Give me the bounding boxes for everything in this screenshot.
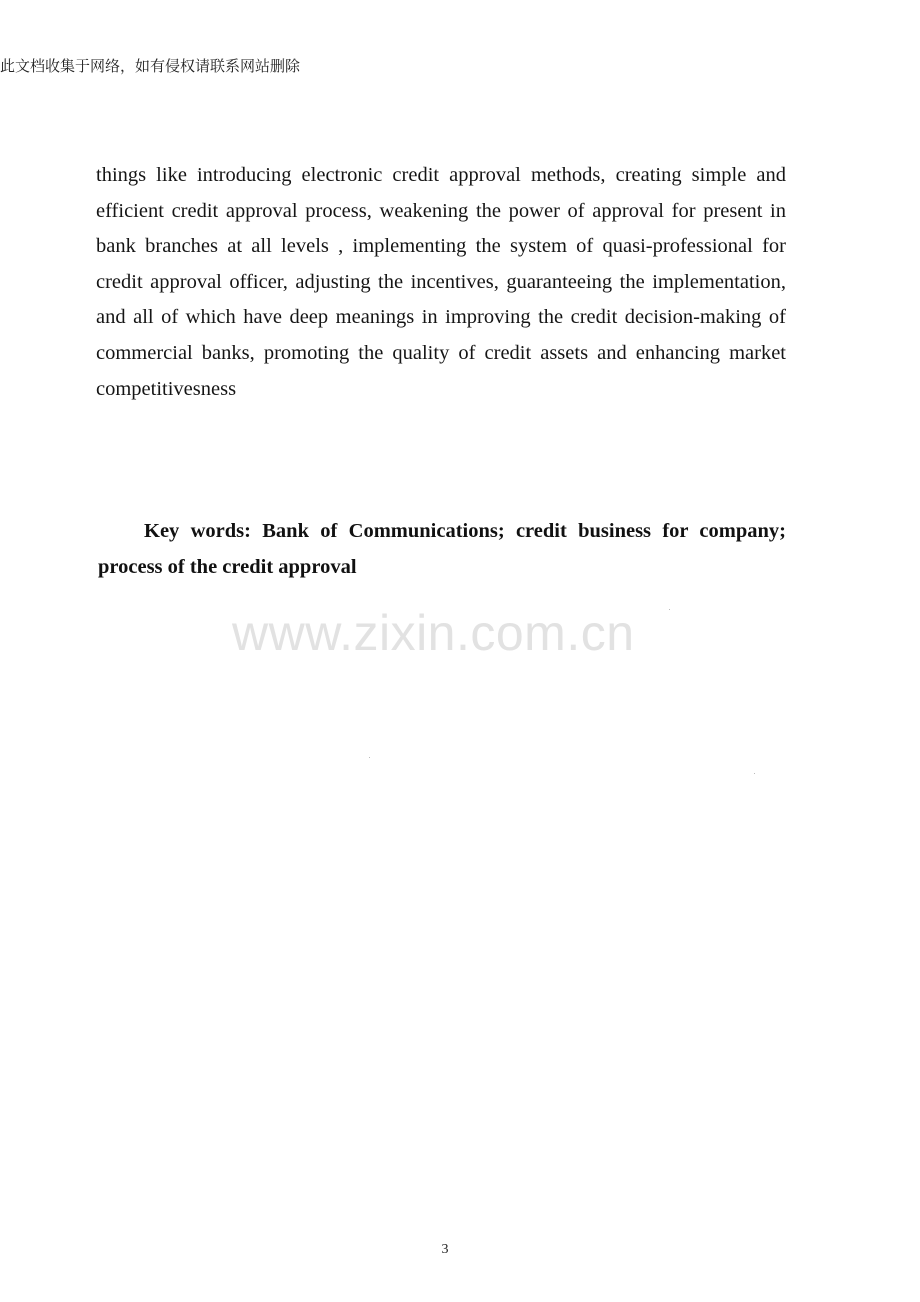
scan-speck	[669, 609, 670, 610]
header-disclaimer: 此文档收集于网络，如有侵权请联系网站删除	[0, 57, 301, 75]
scan-speck	[369, 757, 370, 758]
scan-speck	[754, 773, 755, 774]
abstract-paragraph: things like introducing electronic credit approval methods, creating simple and efficient credit approval process, weakening the power of approval for present in bank branches at all levels , implementing the system of quasi-professional for credit approval officer, adjusting the incentives, guaranteeing the implementation, and all of which have deep meanings in improving the credit decision-making of commercial banks, promoting the quality of credit assets and enhancing market competitivesness	[96, 164, 786, 400]
keywords-line: Key words: Bank of Communications; credit business for company; process of the credit approval	[98, 520, 786, 578]
page-number: 3	[441, 1242, 449, 1257]
watermark-text: www.zixin.com.cn	[232, 605, 635, 661]
